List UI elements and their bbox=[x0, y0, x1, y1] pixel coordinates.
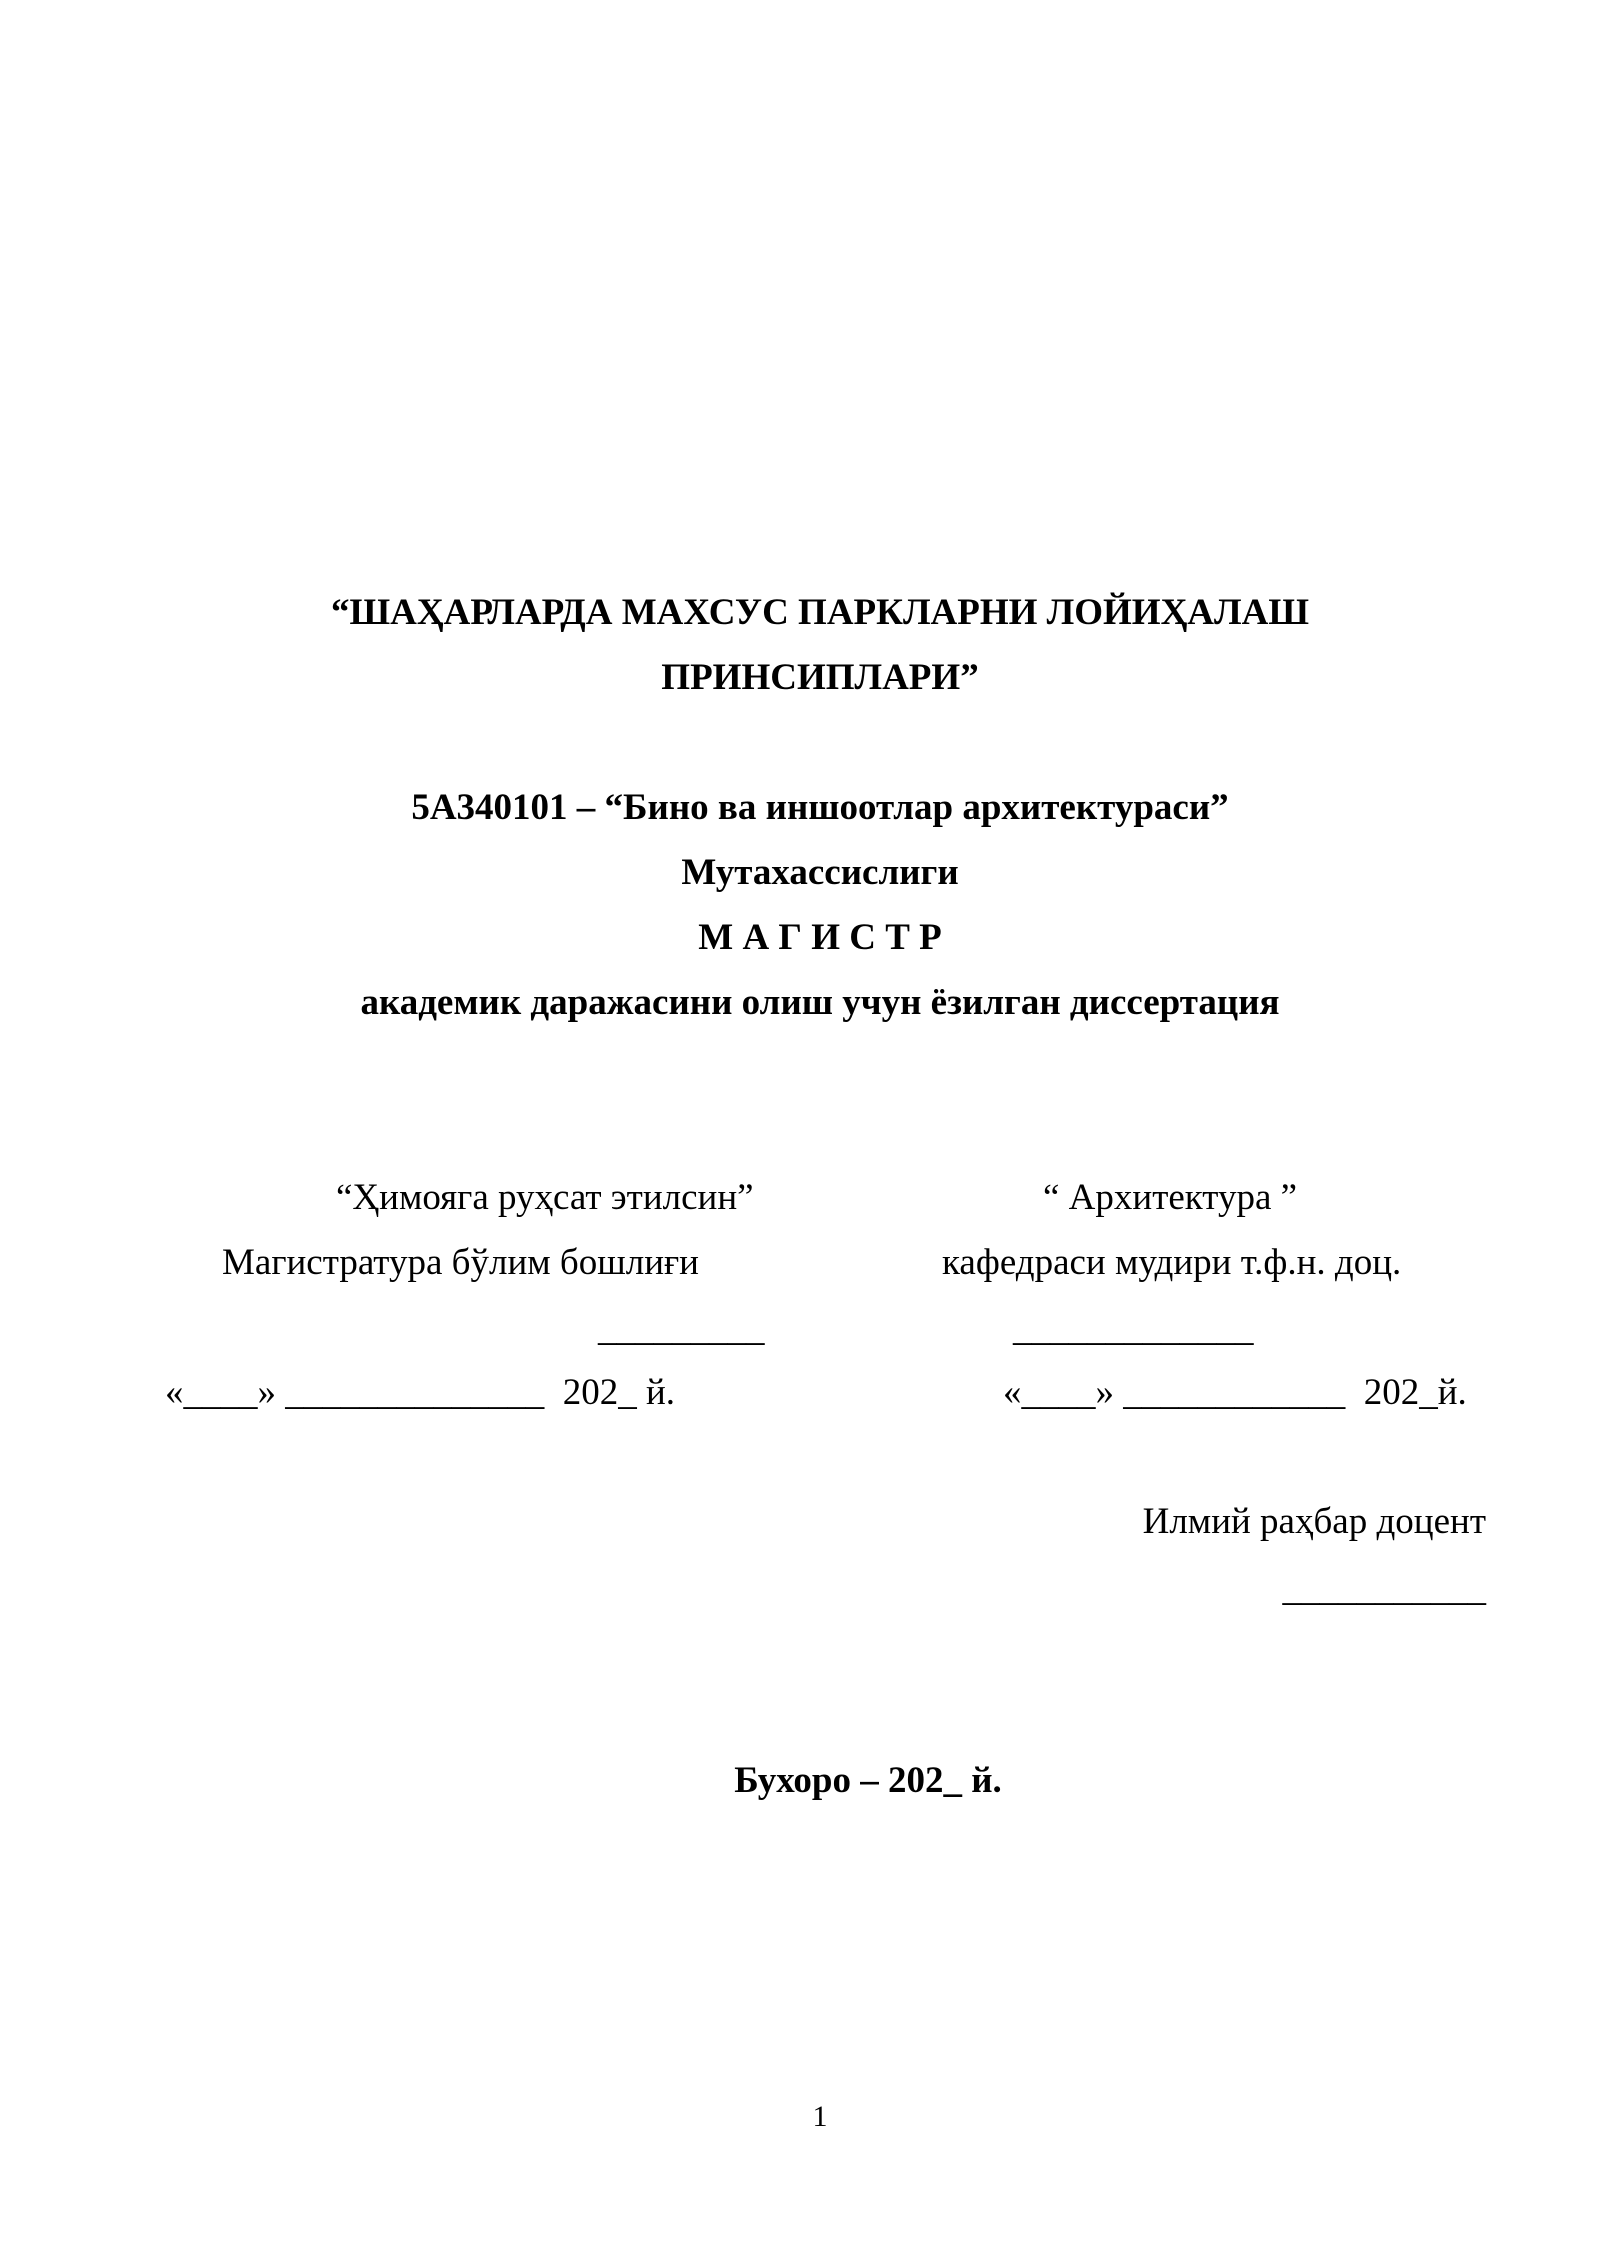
specialty-label: Мутахассислиги bbox=[681, 852, 959, 893]
degree-title: М А Г И С Т Р bbox=[698, 917, 942, 958]
thesis-title-line-2: ПРИНСИПЛАРИ” bbox=[661, 657, 979, 698]
page-number: 1 bbox=[812, 2100, 828, 2133]
specialty-code: 5А340101 – “Бино ва иншоотлар архитектураси” bbox=[411, 787, 1229, 828]
approval-right-date-line: «____» ____________ 202_й. bbox=[1003, 1372, 1467, 1413]
supervisor-label: Илмий раҳбар доцент bbox=[1142, 1501, 1486, 1542]
approval-right-position: кафедраси мудири т.ф.н. доц. bbox=[942, 1242, 1402, 1283]
dissertation-purpose: академик даражасини олиш учун ёзилган диссертация bbox=[360, 982, 1280, 1023]
thesis-title-line-1: “ШАҲАРЛАРДА МАХСУС ПАРКЛАРНИ ЛОЙИҲАЛАШ bbox=[331, 592, 1309, 633]
approval-left-heading: “Ҳимояга руҳсат этилсин” bbox=[336, 1177, 754, 1218]
approval-left-signature-line: _________ bbox=[598, 1308, 765, 1349]
approval-right-signature-line: _____________ bbox=[1013, 1308, 1254, 1349]
approval-right-heading: “ Архитектура ” bbox=[1043, 1177, 1298, 1218]
supervisor-signature-line: ___________ bbox=[1282, 1568, 1486, 1609]
approval-left-date-line: «____» ______________ 202_ й. bbox=[165, 1372, 676, 1413]
approval-left-position: Магистратура бўлим бошлиғи bbox=[222, 1242, 699, 1283]
city-year: Бухоро – 202_ й. bbox=[734, 1760, 1002, 1801]
